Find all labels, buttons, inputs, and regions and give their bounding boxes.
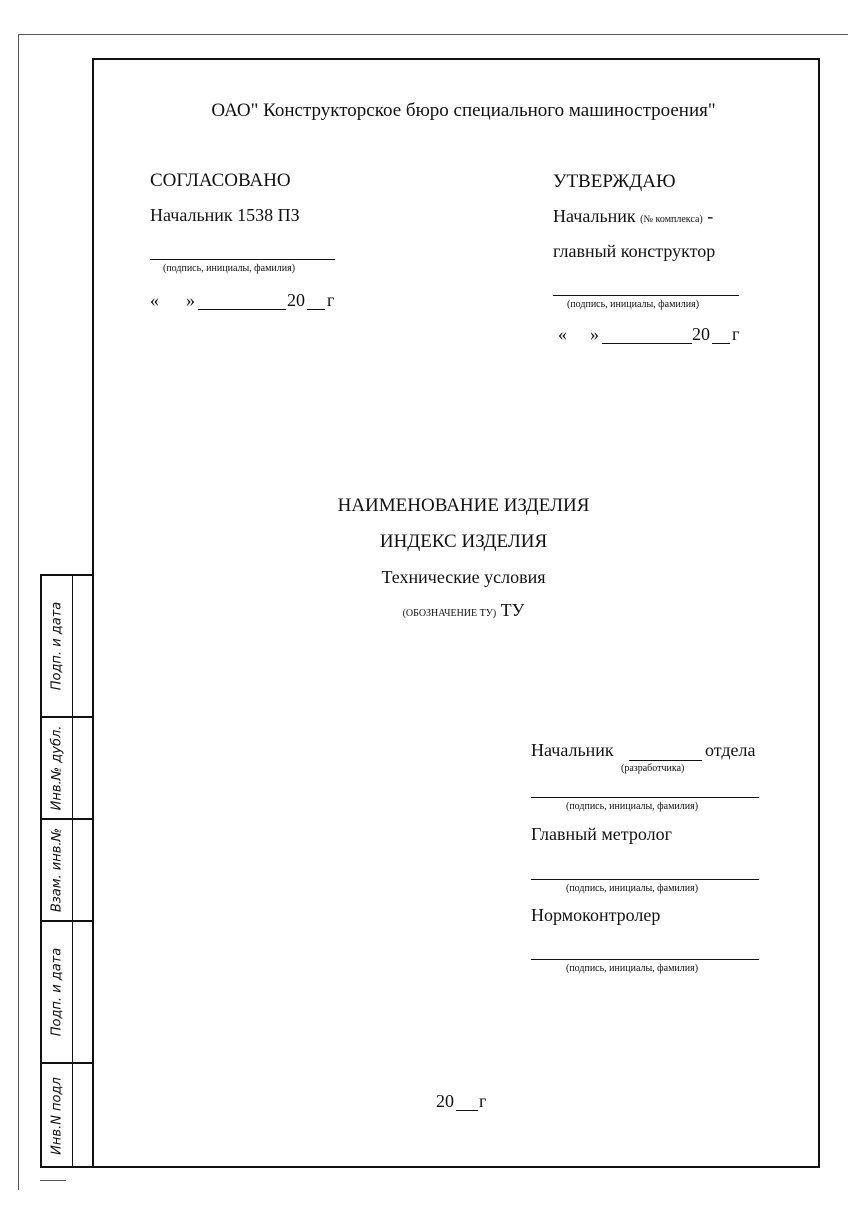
chief-metrologist-signature-line xyxy=(531,879,759,880)
side-stamp-divider xyxy=(72,922,73,1062)
designation xyxy=(0,600,867,621)
agreed-date-close: » xyxy=(186,290,195,310)
side-stamp-label: Инв.№ дубл. xyxy=(49,725,65,811)
norm-controller-sign-hint: (подпись, инициалы, фамилия) xyxy=(566,963,699,974)
dept-head-signature-line xyxy=(531,797,759,798)
approved-complex-number-hint: (№ комплекса) xyxy=(640,214,703,225)
document-type: Технические условия xyxy=(381,567,546,587)
dept-head-suffix: отдела xyxy=(705,740,756,760)
approved-position-line2: главный конструктор xyxy=(553,241,716,261)
side-stamp-divider xyxy=(72,718,73,818)
approved-date-month-line xyxy=(602,343,692,344)
side-stamp-label: Подп. и дата xyxy=(49,947,65,1037)
side-stamp-cell-orig-inv xyxy=(42,1064,94,1168)
agreed-position: Начальник 1538 ПЗ xyxy=(150,205,300,225)
footer-year: 20 xyxy=(436,1091,454,1111)
approved-date-open: « xyxy=(558,324,567,344)
side-stamp-label: Инв.N подл xyxy=(49,1077,65,1155)
agreed-date-year-line xyxy=(307,309,325,310)
chief-metrologist-sign-hint: (подпись, инициалы, фамилия) xyxy=(566,883,699,894)
agreed-sign-hint: (подпись, инициалы, фамилия) xyxy=(163,263,296,274)
side-stamp-divider xyxy=(72,1064,73,1168)
approved-dash: - xyxy=(707,206,714,226)
side-stamp-cell-sign-date-1 xyxy=(42,576,94,718)
footer-year-line xyxy=(456,1110,478,1111)
approved-date-year-line xyxy=(712,343,730,344)
approved-position-main: Начальник xyxy=(553,206,636,226)
side-stamp-divider xyxy=(72,820,73,920)
side-stamp-divider xyxy=(72,576,73,716)
dept-head-blank-line xyxy=(629,760,702,761)
agreed-date-year: 20 xyxy=(287,290,305,310)
side-stamp-label: Подп. и дата xyxy=(49,601,65,691)
side-stamp-label: Взам. инв.№ xyxy=(49,827,65,913)
footer-mark xyxy=(40,1180,66,1181)
norm-controller-signature-line xyxy=(531,959,759,960)
agreed-date-year-suffix: г xyxy=(327,290,335,310)
approved-date-year-suffix: г xyxy=(732,324,740,344)
side-stamp-cell-dup-inv xyxy=(42,718,94,820)
agreed-signature-line xyxy=(150,259,335,260)
approved-title: УТВЕРЖДАЮ xyxy=(553,171,676,192)
agreed-date-month-line xyxy=(198,309,286,310)
side-stamp xyxy=(40,574,94,1168)
approved-sign-hint: (подпись, инициалы, фамилия) xyxy=(567,299,700,310)
side-stamp-cell-replace-inv xyxy=(42,820,94,922)
developer-hint: (разработчика) xyxy=(621,763,685,774)
approved-signature-line xyxy=(553,295,739,296)
dept-head-prefix: Начальник xyxy=(531,740,614,760)
norm-controller-label: Нормоконтролер xyxy=(531,905,661,925)
agreed-date-open: « xyxy=(150,290,159,310)
footer-year-suffix: г xyxy=(479,1091,487,1111)
agreed-title: СОГЛАСОВАНО xyxy=(150,170,291,191)
designation-hint: (ОБОЗНАЧЕНИЕ ТУ) xyxy=(402,608,497,619)
approved-date-close: » xyxy=(590,324,599,344)
chief-metrologist-label: Главный метролог xyxy=(531,824,672,844)
dept-head-sign-hint: (подпись, инициалы, фамилия) xyxy=(566,801,699,812)
product-name: НАИМЕНОВАНИЕ ИЗДЕЛИЯ xyxy=(337,495,590,516)
organization-name: ОАО" Конструкторское бюро специального машиностроения" xyxy=(211,100,716,121)
approved-date-year: 20 xyxy=(692,324,710,344)
product-index: ИНДЕКС ИЗДЕЛИЯ xyxy=(379,531,548,552)
side-stamp-cell-sign-date-2 xyxy=(42,922,94,1064)
designation-suffix: ТУ xyxy=(500,600,525,620)
approved-position xyxy=(553,206,713,227)
